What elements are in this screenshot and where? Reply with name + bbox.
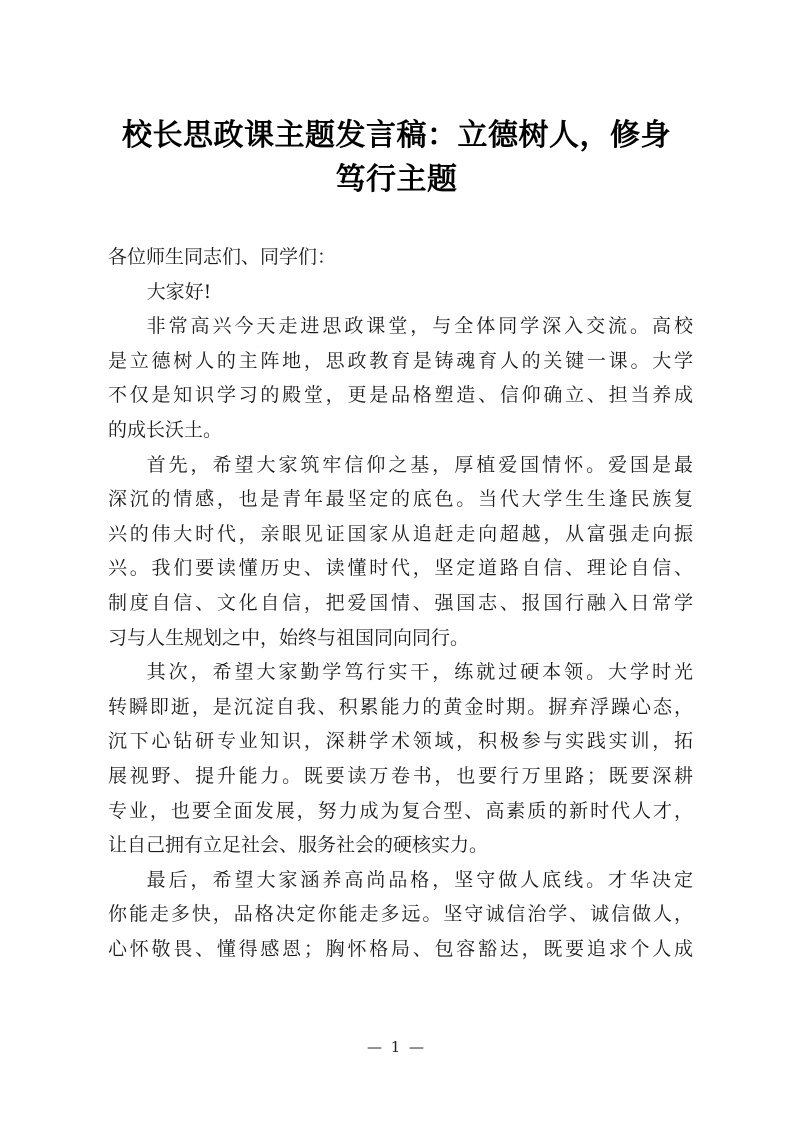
paragraph-line: 让自己拥有立足社会、服务社会的硬核实力。 [108, 834, 489, 857]
paragraph-line: 其次，希望大家勤学笃行实干，练就过硬本领。大学时光 [146, 661, 693, 684]
greeting: 大家好! [146, 280, 212, 303]
paragraph-line: 不仅是知识学习的殿堂，更是品格塑造、信仰确立、担当养成 [108, 384, 693, 407]
paragraph-intro [108, 309, 693, 447]
paragraph-line: 习与人生规划之中，始终与祖国同向同行。 [108, 626, 470, 649]
paragraph-line: 转瞬即逝，是沉淀自我、积累能力的黄金时期。摒弃浮躁心态， [108, 695, 693, 718]
paragraph-line: 沉下心钻研专业知识，深耕学术领域，积极参与实践实训，拓 [108, 730, 693, 753]
salutation: 各位师生同志们、同学们： [108, 246, 337, 268]
paragraph-line: 非常高兴今天走进思政课堂，与全体同学深入交流。高校 [146, 315, 693, 338]
paragraph-line: 专业，也要全面发展，努力成为复合型、高素质的新时代人才， [108, 799, 693, 822]
paragraph-line: 的成长沃土。 [108, 418, 223, 441]
title-line-1: 校长思政课主题发言稿：立德树人，修身 [122, 118, 671, 153]
document-body [108, 240, 693, 966]
paragraph-line: 你能走多快，品格决定你能走多远。坚守诚信治学、诚信做人， [108, 903, 693, 926]
document-title [90, 114, 703, 202]
paragraph-line: 兴。我们要读懂历史、读懂时代，坚定道路自信、理论自信、 [108, 557, 693, 580]
paragraph-line: 是立德树人的主阵地，思政教育是铸魂育人的关键一课。大学 [108, 349, 693, 372]
paragraph-line: 首先，希望大家筑牢信仰之基，厚植爱国情怀。爱国是最 [146, 453, 693, 476]
paragraph-third-point [108, 863, 693, 967]
page-number: — 1 — [366, 1038, 427, 1056]
title-line-2: 笃行主题 [335, 162, 458, 197]
paragraph-line: 心怀敬畏、懂得感恩；胸怀格局、包容豁达，既要追求个人成 [108, 937, 693, 960]
paragraph-first-point [108, 448, 693, 656]
paragraph-second-point [108, 655, 693, 863]
paragraph-line: 制度自信、文化自信，把爱国情、强国志、报国行融入日常学 [108, 591, 693, 614]
paragraph-line: 深沉的情感，也是青年最坚定的底色。当代大学生生逢民族复 [108, 488, 693, 511]
paragraph-line: 兴的伟大时代，亲眼见证国家从追赶走向超越，从富强走向振 [108, 522, 693, 545]
paragraph-line: 最后，希望大家涵养高尚品格，坚守做人底线。才华决定 [146, 868, 693, 891]
paragraph-line: 展视野、提升能力。既要读万卷书，也要行万里路；既要深耕 [108, 764, 693, 787]
